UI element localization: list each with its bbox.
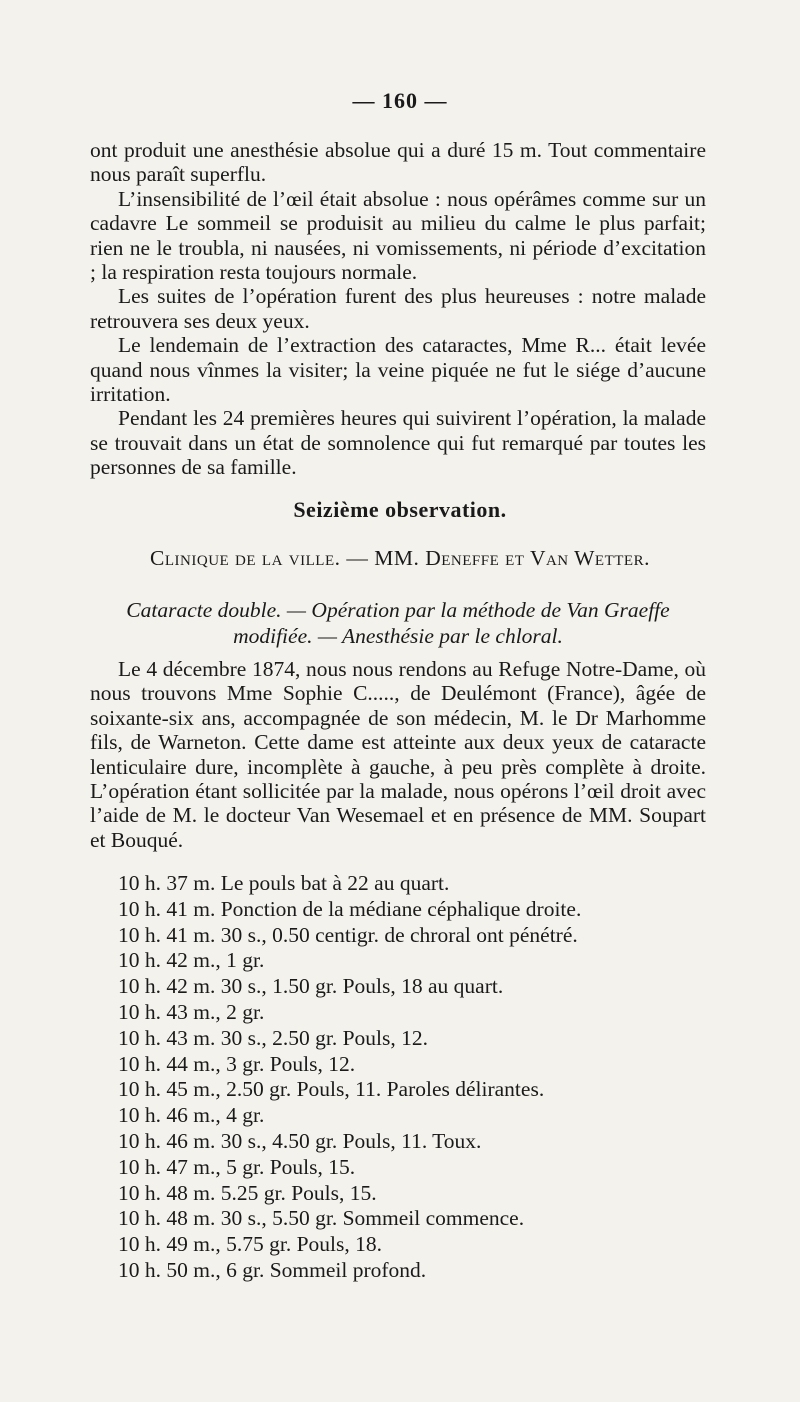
timeline-entry: 10 h. 43 m. 30 s., 2.50 gr. Pouls, 12. <box>118 1025 428 1050</box>
timeline-entry: 10 h. 46 m., 4 gr. <box>118 1103 265 1128</box>
case-heading-line-2: modifiée. — Anesthésie par le chloral. <box>233 624 563 648</box>
paragraph: L’insensibilité de l’œil était absolue : nous opérâmes comme sur un cadavre Le sommeil se produisit au milieu du calme le plus parfait; rien ne le troubla, ni nausées, ni vomissements, ni période d’excitation ; la respiration resta toujours normale. <box>90 186 706 285</box>
case-heading-line-1: Cataracte double. — Opération par la méthode de Van Graeffe <box>126 598 670 622</box>
timeline-entry: 10 h. 43 m., 2 gr. <box>118 999 265 1024</box>
case-text <box>90 657 706 852</box>
page-number: — 160 — <box>352 88 448 113</box>
timeline-entry: 10 h. 49 m., 5.75 gr. Pouls, 18. <box>118 1232 382 1257</box>
timeline <box>118 871 718 1284</box>
timeline-entry: 10 h. 48 m. 30 s., 5.50 gr. Sommeil commence. <box>118 1206 525 1231</box>
timeline-entry: 10 h. 41 m. 30 s., 0.50 centigr. de chroral ont pénétré. <box>118 922 578 947</box>
timeline-entry: 10 h. 50 m., 6 gr. Sommeil profond. <box>118 1257 427 1282</box>
paragraph: Les suites de l’opération furent des plus heureuses : notre malade retrouvera ses deux yeux. <box>90 284 706 333</box>
case-paragraph: Le 4 décembre 1874, nous nous rendons au Refuge Notre-Dame, où nous trouvons Mme Sophie C....., de Deulémont (France), âgée de soixante-six ans, accompagnée de son médecin, M. le Dr Marhomme fils, de Warneton. Cette dame est atteinte aux deux yeux de cataracte lenticulaire dure, incomplète à gauche, à peu près complète à droite. L’opération étant sollicitée par la malade, nous opérons l’œil droit avec l’aide de M. le docteur Van Wesemael et en présence de MM. Soupart et Bouqué. <box>90 657 706 852</box>
top-text <box>90 138 706 480</box>
clinic-line: Clinique de la ville. — MM. Deneffe et Van Wetter. <box>150 546 650 570</box>
paragraph: ont produit une anesthésie absolue qui a duré 15 m. Tout commentaire nous paraît superflu. <box>90 138 706 187</box>
timeline-entry: 10 h. 42 m. 30 s., 1.50 gr. Pouls, 18 au quart. <box>118 974 504 999</box>
timeline-entry: 10 h. 48 m. 5.25 gr. Pouls, 15. <box>118 1180 377 1205</box>
timeline-entry: 10 h. 41 m. Ponction de la médiane céphalique droite. <box>118 896 582 921</box>
section-title: Seizième observation. <box>293 497 507 522</box>
paragraph: Le lendemain de l’extraction des cataractes, Mme R... était levée quand nous vînmes la visiter; la veine piquée ne fut le siége d’aucune irritation. <box>90 333 706 407</box>
timeline-entry: 10 h. 37 m. Le pouls bat à 22 au quart. <box>118 871 450 895</box>
timeline-entry: 10 h. 44 m., 3 gr. Pouls, 12. <box>118 1051 356 1076</box>
timeline-entry: 10 h. 42 m., 1 gr. <box>118 948 265 973</box>
timeline-entry: 10 h. 46 m. 30 s., 4.50 gr. Pouls, 11. Toux. <box>118 1128 482 1153</box>
timeline-entry: 10 h. 45 m., 2.50 gr. Pouls, 11. Paroles délirantes. <box>118 1077 545 1102</box>
paragraph: Pendant les 24 premières heures qui suivirent l’opération, la malade se trouvait dans un état de somnolence qui fut remarqué par toutes les personnes de sa famille. <box>90 406 706 480</box>
case-heading <box>90 597 706 649</box>
timeline-entry: 10 h. 47 m., 5 gr. Pouls, 15. <box>118 1154 356 1179</box>
